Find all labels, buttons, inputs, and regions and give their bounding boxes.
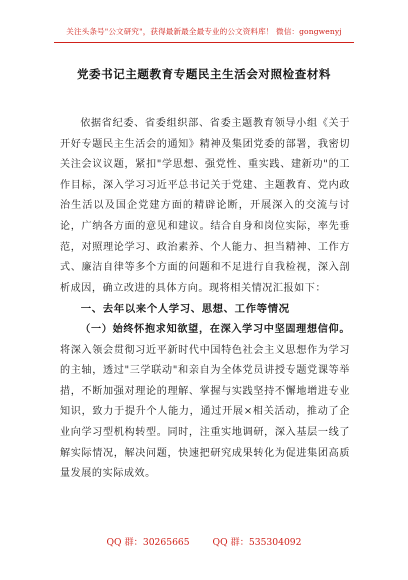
- header-banner: 关注头条号"公文研究"，获得最新最全最专业的公文资料库！ 微信：gongwenyj: [66, 27, 342, 36]
- subsection-text: 将深入领会贯彻习近平新时代中国特色社会主义思想作为学习的主轴，透过"三学联动"和亲自为全体党员讲授专题党课等举措，不断加强对理论的理解、掌握与实践坚持不懈地增进专业知识，致力于提升个人能力，通过开展×相关活动，推动了企业向学习型机构转型。同时，注重实地调研，深入基层一线了解实际情况，解决问题，快速把研究成果转化为促进集团高质量发展的实际成效。: [60, 344, 350, 480]
- subsection-heading: （一）始终怀抱求知欲望，在深入学习中坚固理想信仰。: [80, 323, 350, 335]
- footer-contact: [0, 534, 408, 548]
- subsection-paragraph: [60, 320, 350, 485]
- footer-qq-group-2: QQ 群：535304092: [212, 537, 302, 548]
- footer-qq-group-1: QQ 群：30265665: [106, 537, 190, 548]
- document-title: 党委书记主题教育专题民主生活会对照检查材料: [76, 67, 332, 81]
- header-divider: [54, 42, 354, 43]
- document-body: [60, 114, 350, 485]
- section-heading: 一、去年以来个人学习、思想、工作等情况: [80, 303, 290, 316]
- intro-paragraph: 依据省纪委、省委组织部、省委主题教育领导小组《关于开好专题民主生活会的通知》精神及集团党委的部署，我密切关注会议议题，紧扣"学思想、强党性、重实践、建新功"的工作目标，深入学习习近平总书记关于党建、主题教育、党内政治生活以及国企党建方面的精辟论断，开展深入的交流与讨论，广纳各方面的意见和建议。结合自身和岗位实际，率先垂范，对照理论学习、政治素养、个人能力、担当精神、工作方式、廉洁自律等多个方面的问题和不足进行自我检视，深入剖析成因，确立改进的具体方向。现将相关情况汇报如下：: [60, 118, 350, 294]
